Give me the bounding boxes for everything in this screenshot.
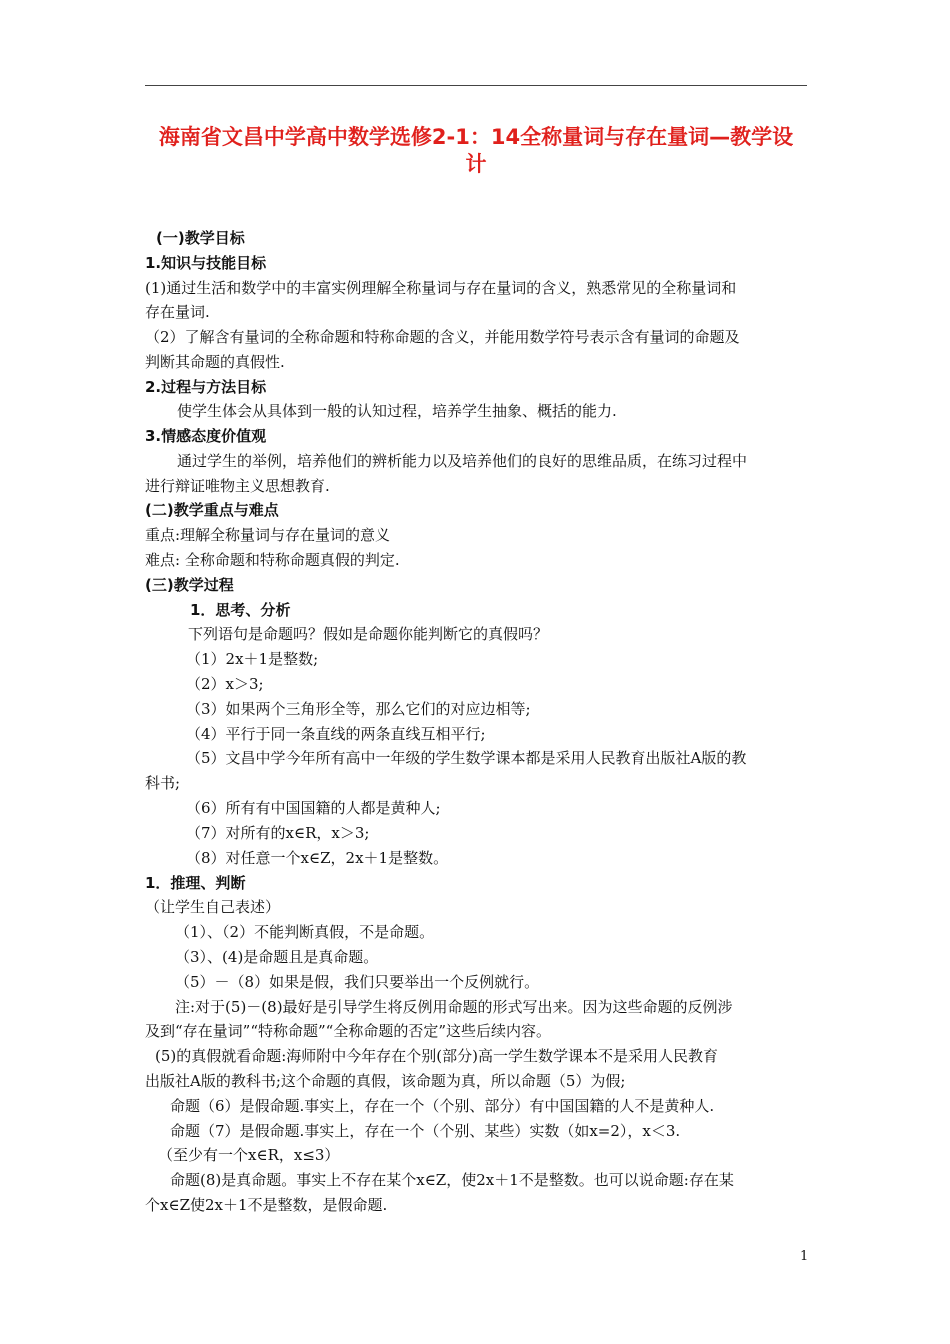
- heading-attitudes-values: 3.情感态度价值观: [145, 427, 267, 445]
- list-item: （5）文昌中学今年所有高中一年级的学生数学课本都是采用人民教育出版社A版的教: [186, 749, 747, 767]
- paragraph-line: （让学生自己表述）: [145, 898, 281, 916]
- paragraph-line: 重点:理解全称量词与存在量词的意义: [145, 526, 391, 544]
- paragraph-line: 命题（6）是假命题.事实上，存在一个（个别、部分）有中国国籍的人不是黄种人.: [170, 1097, 715, 1115]
- paragraph-line: 进行辩证唯物主义思想教育.: [145, 477, 330, 495]
- paragraph-line: （5）－（8）如果是假，我们只要举出一个反例就行。: [175, 973, 540, 991]
- list-item: （8）对任意一个x∈Z，2x＋1是整数。: [186, 849, 449, 867]
- heading-reason-judge: 1．推理、判断: [145, 874, 246, 892]
- heading-think-analyze: 1．思考、分析: [190, 601, 291, 619]
- list-item: （3）如果两个三角形全等，那么它们的对应边相等;: [186, 700, 531, 718]
- list-item: （7）对所有的x∈R，x＞3;: [186, 824, 370, 842]
- paragraph-line: (1)通过生活和数学中的丰富实例理解全称量词与存在量词的含义，熟悉常见的全称量词和: [145, 279, 737, 297]
- paragraph-line: 命题(8)是真命题。事实上不存在某个x∈Z，使2x＋1不是整数。也可以说命题:存在某: [170, 1171, 734, 1189]
- page-number: 1: [800, 1249, 809, 1264]
- paragraph-line: 通过学生的举例，培养他们的辨析能力以及培养他们的良好的思维品质，在练习过程中: [177, 452, 748, 470]
- list-item: （4）平行于同一条直线的两条直线互相平行;: [186, 725, 486, 743]
- paragraph-line: 使学生体会从具体到一般的认知过程，培养学生抽象、概括的能力.: [177, 402, 617, 420]
- heading-key-points: (二)教学重点与难点: [145, 501, 279, 519]
- heading-teaching-process: (三)教学过程: [145, 576, 234, 594]
- paragraph-line: 个x∈Z使2x＋1不是整数，是假命题.: [145, 1196, 388, 1214]
- paragraph-line: （3）、(4)是命题且是真命题。: [175, 948, 379, 966]
- heading-process-methods: 2.过程与方法目标: [145, 378, 267, 396]
- heading-teaching-goals: (一)教学目标: [156, 229, 245, 247]
- list-item: （2）x＞3;: [186, 675, 264, 693]
- paragraph-line: （至少有一个x∈R，x≤3）: [158, 1146, 340, 1164]
- title-line-1: 海南省文昌中学高中数学选修2-1：14全称量词与存在量词—教学设: [158, 125, 794, 149]
- paragraph-line: (5)的真假就看命题:海师附中今年存在个别(部分)高一学生数学课本不是采用人民教育: [155, 1047, 719, 1065]
- header-rule: [145, 85, 807, 86]
- paragraph-line: 难点: 全称命题和特称命题真假的判定.: [145, 551, 400, 569]
- heading-knowledge-skills: 1.知识与技能目标: [145, 254, 267, 272]
- paragraph-line: 注:对于(5)－(8)最好是引导学生将反例用命题的形式写出来。因为这些命题的反例涉: [175, 998, 733, 1016]
- list-item: 科书;: [145, 774, 181, 792]
- paragraph-line: 下列语句是命题吗？假如是命题你能判断它的真假吗？: [188, 625, 549, 643]
- paragraph-line: 存在量词.: [145, 303, 210, 321]
- list-item: （1）2x＋1是整数;: [186, 650, 319, 668]
- paragraph-line: （1）、（2）不能判断真假，不是命题。: [175, 923, 435, 941]
- list-item: （6）所有有中国国籍的人都是黄种人;: [186, 799, 441, 817]
- paragraph-line: 命题（7）是假命题.事实上，存在一个（个别、某些）实数（如x=2），x＜3.: [170, 1122, 681, 1140]
- paragraph-line: 判断其命题的真假性.: [145, 353, 285, 371]
- paragraph-line: 及到“存在量词”“特称命题”“全称命题的否定”这些后续内容。: [145, 1022, 552, 1040]
- document-title: [145, 124, 807, 178]
- paragraph-line: 出版社A版的教科书;这个命题的真假，该命题为真，所以命题（5）为假;: [145, 1072, 626, 1090]
- title-line-2: 计: [465, 152, 487, 176]
- paragraph-line: （2）了解含有量词的全称命题和特称命题的含义，并能用数学符号表示含有量词的命题及: [145, 328, 740, 346]
